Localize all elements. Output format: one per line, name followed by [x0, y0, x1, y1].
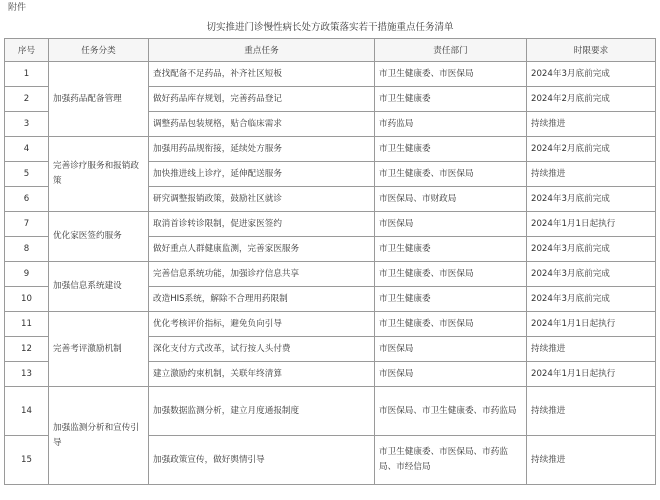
document-title: 切实推进门诊慢性病长处方政策落实若干措施重点任务清单	[206, 22, 454, 33]
task-category: 优化家医签约服务	[49, 212, 149, 262]
task-text: 完善信息系统功能，加强诊疗信息共享	[149, 262, 375, 287]
row-number: 6	[5, 187, 49, 212]
task-text: 加快推进线上诊疗，延伸配送服务	[149, 162, 375, 187]
responsible-dept: 市医保局	[375, 362, 527, 387]
header-dept: 责任部门	[375, 39, 527, 62]
task-category: 加强监测分析和宣传引导	[49, 387, 149, 485]
task-category: 完善诊疗服务和报销政策	[49, 137, 149, 212]
responsible-dept: 市卫生健康委	[375, 87, 527, 112]
time-requirement: 2024年2月底前完成	[527, 137, 656, 162]
table-row	[5, 262, 656, 287]
time-requirement: 持续推进	[527, 162, 656, 187]
row-number: 13	[5, 362, 49, 387]
responsible-dept: 市医保局、市卫生健康委、市药监局	[375, 387, 527, 436]
task-text: 加强用药品规衔接，延续处方服务	[149, 137, 375, 162]
row-number: 5	[5, 162, 49, 187]
responsible-dept: 市卫生健康委、市医保局	[375, 262, 527, 287]
time-requirement: 2024年3月底前完成	[527, 237, 656, 262]
task-category: 完善考评激励机制	[49, 312, 149, 387]
responsible-dept: 市卫生健康委、市医保局、市药监局、市经信局	[375, 436, 527, 485]
task-text: 改造HIS系统，解除不合理用药限制	[149, 287, 375, 312]
header-category: 任务分类	[49, 39, 149, 62]
responsible-dept: 市卫生健康委、市医保局	[375, 62, 527, 87]
task-text: 做好药品库存规划，完善药品登记	[149, 87, 375, 112]
row-number: 10	[5, 287, 49, 312]
task-text: 调整药品包装规格，贴合临床需求	[149, 112, 375, 137]
row-number: 1	[5, 62, 49, 87]
row-number: 12	[5, 337, 49, 362]
row-number: 3	[5, 112, 49, 137]
table-row	[5, 212, 656, 237]
task-text: 做好重点人群健康监测，完善家医服务	[149, 237, 375, 262]
time-requirement: 2024年1月1日起执行	[527, 362, 656, 387]
responsible-dept: 市卫生健康委、市医保局	[375, 312, 527, 337]
row-number: 9	[5, 262, 49, 287]
time-requirement: 2024年3月底前完成	[527, 287, 656, 312]
responsible-dept: 市医保局	[375, 337, 527, 362]
time-requirement: 持续推进	[527, 112, 656, 137]
responsible-dept: 市医保局	[375, 212, 527, 237]
responsible-dept: 市药监局	[375, 112, 527, 137]
task-category: 加强信息系统建设	[49, 262, 149, 312]
table-row	[5, 137, 656, 162]
task-category: 加强药品配备管理	[49, 62, 149, 137]
attachment-label: 附件	[8, 3, 27, 13]
header-no: 序号	[5, 39, 49, 62]
task-text: 优化考核评价指标，避免负向引导	[149, 312, 375, 337]
time-requirement: 2024年3月底前完成	[527, 262, 656, 287]
task-text: 查找配备不足药品，补齐社区短板	[149, 62, 375, 87]
time-requirement: 2024年3月底前完成	[527, 187, 656, 212]
task-text: 取消首诊转诊限制，促进家医签约	[149, 212, 375, 237]
table-row	[5, 387, 656, 436]
responsible-dept: 市医保局、市财政局	[375, 187, 527, 212]
time-requirement: 持续推进	[527, 337, 656, 362]
task-text: 研究调整报销政策，鼓励社区就诊	[149, 187, 375, 212]
responsible-dept: 市卫生健康委	[375, 287, 527, 312]
task-text: 加强政策宣传，做好舆情引导	[149, 436, 375, 485]
time-requirement: 2024年1月1日起执行	[527, 212, 656, 237]
row-number: 2	[5, 87, 49, 112]
task-text: 建立激励约束机制，关联年终清算	[149, 362, 375, 387]
table-header-row	[5, 39, 656, 62]
header-time: 时限要求	[527, 39, 656, 62]
time-requirement: 持续推进	[527, 436, 656, 485]
row-number: 7	[5, 212, 49, 237]
responsible-dept: 市卫生健康委	[375, 137, 527, 162]
row-number: 15	[5, 436, 49, 485]
row-number: 11	[5, 312, 49, 337]
row-number: 14	[5, 387, 49, 436]
time-requirement: 2024年1月1日起执行	[527, 312, 656, 337]
time-requirement: 2024年3月底前完成	[527, 62, 656, 87]
responsible-dept: 市卫生健康委	[375, 237, 527, 262]
responsible-dept: 市卫生健康委、市医保局	[375, 162, 527, 187]
row-number: 8	[5, 237, 49, 262]
row-number: 4	[5, 137, 49, 162]
table-row	[5, 62, 656, 87]
time-requirement: 2024年2月底前完成	[527, 87, 656, 112]
table-row	[5, 312, 656, 337]
task-list-table	[4, 38, 656, 485]
header-task: 重点任务	[149, 39, 375, 62]
task-text: 深化支付方式改革，试行按人头付费	[149, 337, 375, 362]
time-requirement: 持续推进	[527, 387, 656, 436]
task-text: 加强数据监测分析，建立月度通报制度	[149, 387, 375, 436]
